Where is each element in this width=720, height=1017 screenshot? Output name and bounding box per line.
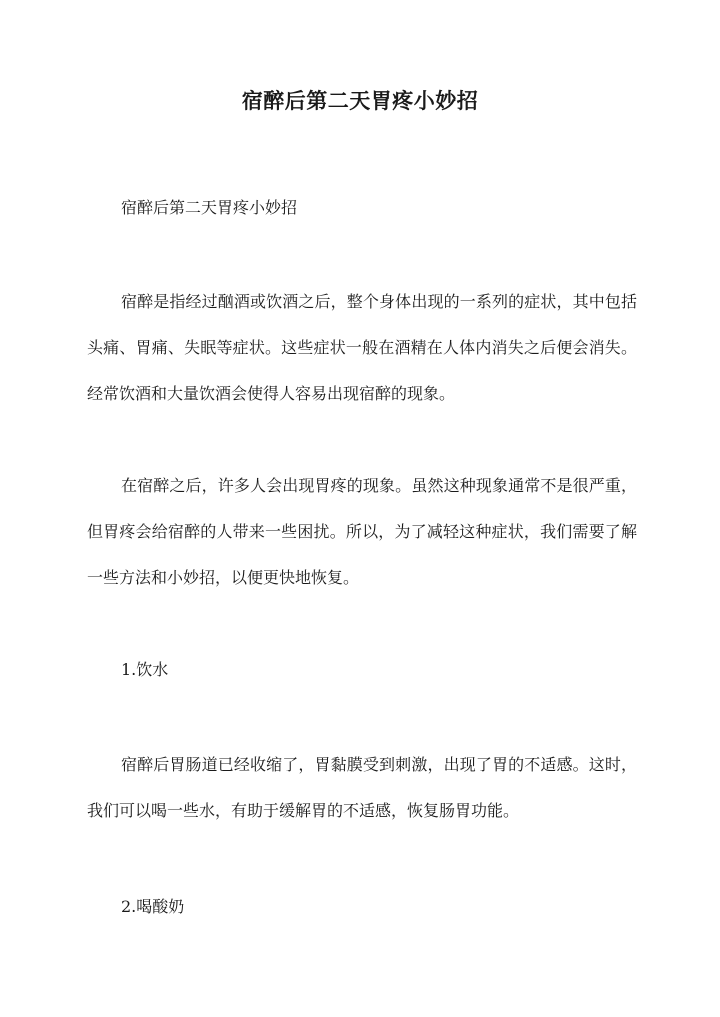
section-heading-drink-water: 1.饮水 xyxy=(121,660,169,679)
section-heading-yogurt: 2.喝酸奶 xyxy=(121,897,185,916)
paragraph-drink-water: 宿醉后胃肠道已经收缩了，胃黏膜受到刺激，出现了胃的不适感。这时，我们可以喝一些水，有助于缓解胃的不适感，恢复肠胃功能。 xyxy=(87,755,637,820)
document-subtitle: 宿醉后第二天胃疼小妙招 xyxy=(121,198,298,217)
paragraph-stomach-pain: 在宿醉之后，许多人会出现胃疼的现象。虽然这种现象通常不是很严重，但胃疼会给宿醉的人带来一些困扰。所以，为了减轻这种症状，我们需要了解一些方法和小妙招，以便更快地恢复。 xyxy=(87,476,637,587)
paragraph-intro: 宿醉是指经过酗酒或饮酒之后，整个身体出现的一系列的症状，其中包括头痛、胃痛、失眠等症状。这些症状一般在酒精在人体内消失之后便会消失。经常饮酒和大量饮酒会使得人容易出现宿醉的现象。 xyxy=(87,292,637,403)
document-title: 宿醉后第二天胃疼小妙招 xyxy=(241,88,479,113)
